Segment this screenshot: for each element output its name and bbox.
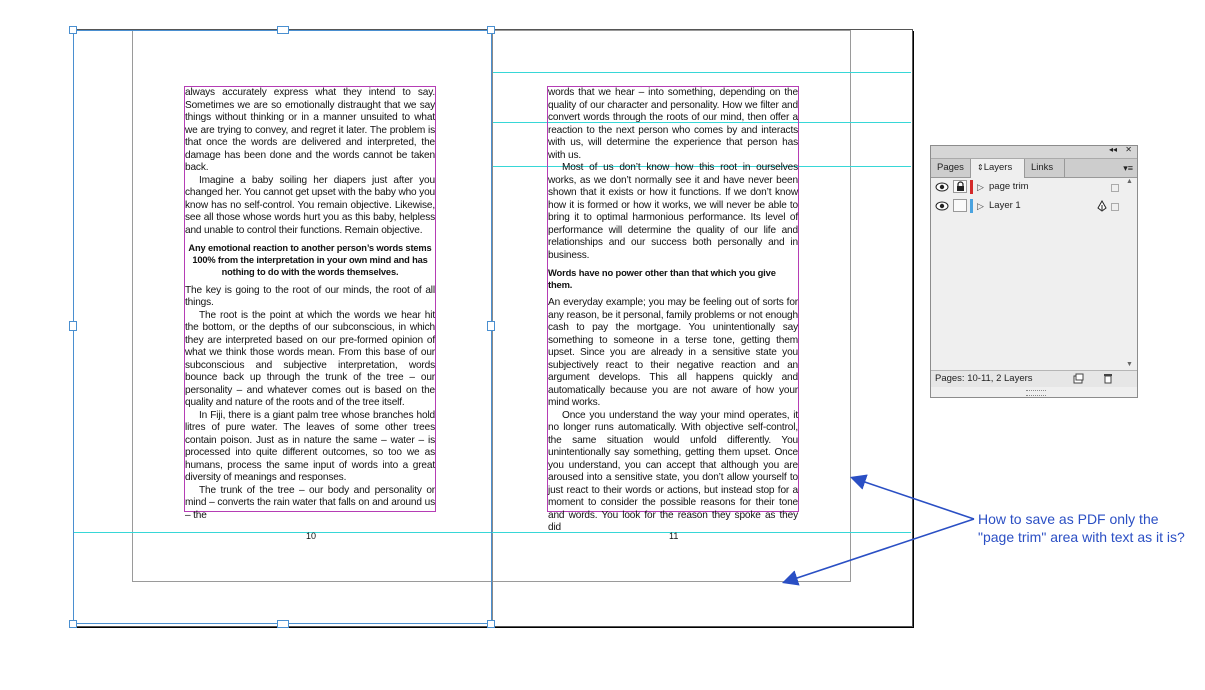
layer-name[interactable]: Layer 1 [989,200,1021,211]
layers-tab-icon: ⇕ [977,163,984,172]
new-layer-icon[interactable] [1073,374,1084,384]
layer-select-box[interactable] [1111,184,1119,192]
expand-triangle-icon[interactable]: ▷ [977,182,984,192]
layer-select-box[interactable] [1111,203,1119,211]
arrow-to-trim-edge [853,478,974,519]
paragraph: Once you understand the way your mind operates, it no longer runs automatically. With objective self-control, the same situation would unfold differently. You unintentionally say something, getting them upset. Once you understand, you can accept that although you are aroused into a sensitive state, you don’t allow yourself to just react to their words or actions, but instead stop for a moment to consider the possible reasons for their tone and words. You look for the reason they spoke as they did [548,409,798,534]
panel-status: Pages: 10-11, 2 Layers [935,373,1033,384]
page-number-right: 11 [669,531,679,541]
paragraph: Most of us don’t know how this root in ourselves works, as we don’t normally see it and have never been shown that it exists or how it functions. If we don’t know how it is formed or how it works, we will never be able to bring it to optimal harmonious performance. Its level of performance will determine the quality of our life and relationships and our success both personally and in business. [548,162,798,261]
scroll-up-icon[interactable]: ▲ [1126,178,1133,185]
panel-resize-grip[interactable] [1026,390,1046,396]
paragraph: The key is going to the root of our minds, the root of all things. [185,284,435,309]
panel-tabs [931,159,1137,178]
layer-row-layer-1[interactable] [933,197,1123,215]
layer-name[interactable]: page trim [989,181,1029,192]
scroll-down-icon[interactable]: ▼ [1126,361,1133,368]
eye-icon[interactable] [935,182,949,192]
tab-links[interactable]: Links [1025,159,1065,177]
panel-scrollbar[interactable] [1125,178,1135,368]
eye-icon[interactable] [935,201,949,211]
panel-footer [931,370,1137,387]
close-icon[interactable]: ✕ [1125,145,1132,154]
panel-menu-icon[interactable]: ▾≡ [1123,163,1133,173]
layer-row-page-trim[interactable] [933,178,1123,196]
paragraph: The root is the point at which the words we hear hit the bottom, or the depths of our subconscious, in which they are interpreted based on our pre-formed opinion of what we think those words mean. From this base of our subconscious and subjective interpretation, words bounce back up through the trunk of the tree – our personality – and whatever comes out is based on the quality and nature of the roots and of the tree itself. [185,309,435,409]
pen-icon [1097,200,1107,212]
tab-pages[interactable]: Pages [931,159,971,177]
paragraph: The trunk of the tree – our body and personality or mind – converts the rain water that falls on and around us – the [185,484,435,521]
lock-toggle[interactable] [953,180,967,193]
annotation-question: How to save as PDF only the "page trim" area with text as it is? [978,511,1185,545]
paragraph: Words have no power other than that which you give them. [548,267,776,291]
layer-color-swatch [970,180,973,194]
page-number-left: 10 [306,531,317,541]
paragraph: Imagine a baby soiling her diapers just after you changed her. You cannot get upset with the baby who you know has no self-control. You remain objective. Likewise, see all those whose words hurt you as this baby, helpless and unable to control their functions. Remain objective. [185,174,435,236]
paragraph: always accurately express what they intend to say. Sometimes we are so emotionally distraught that we say things without thinking or in a manner unsuited to what we are trying to convey, and regret it later. The problem is that once the words are delivered and interpreted, the damage has been done and the words cannot be taken back. [185,87,435,173]
layer-color-swatch [970,199,973,213]
collapse-icon[interactable]: ◂◂ [1108,145,1117,154]
lock-icon [956,182,965,192]
tab-layers[interactable]: ⇕Layers [971,159,1025,178]
panel-title-bar[interactable] [931,146,1137,159]
lock-toggle[interactable] [953,199,967,212]
arrow-to-trim-bottom [785,519,974,582]
paragraph: words that we hear – into something, depending on the quality of our character and personality. How we filter and convert words through the roots of our mind, then offer a reaction to the next person who comes by and interacts with us, will determine the experience that person has with us. [548,87,798,161]
expand-triangle-icon[interactable]: ▷ [977,201,984,211]
paragraph: Any emotional reaction to another person’s words stems 100% from the interpretation in your own mind and has nothing to do with the words themselves. [188,243,432,278]
layers-panel[interactable] [930,145,1138,398]
paragraph: An everyday example; you may be feeling out of sorts for any reason, be it personal, family problems or not enough cash to pay the mortgage. You unintentionally say something to someone in a terse tone, getting them upset. Since you are already in a sensitive state you subjectively react to their negative reaction and an argument develops. This all happens quickly and automatically because you are not aware of how your mind works. [548,297,798,409]
paragraph: In Fiji, there is a giant palm tree whose branches hold litres of pure water. The leaves of some other trees contain poison. Just as in nature the same – water – is processed into quite different outcomes, so too we as humans, process the same input of words into a great diversity of meanings and responses. [185,409,435,484]
trash-icon[interactable] [1103,373,1113,384]
